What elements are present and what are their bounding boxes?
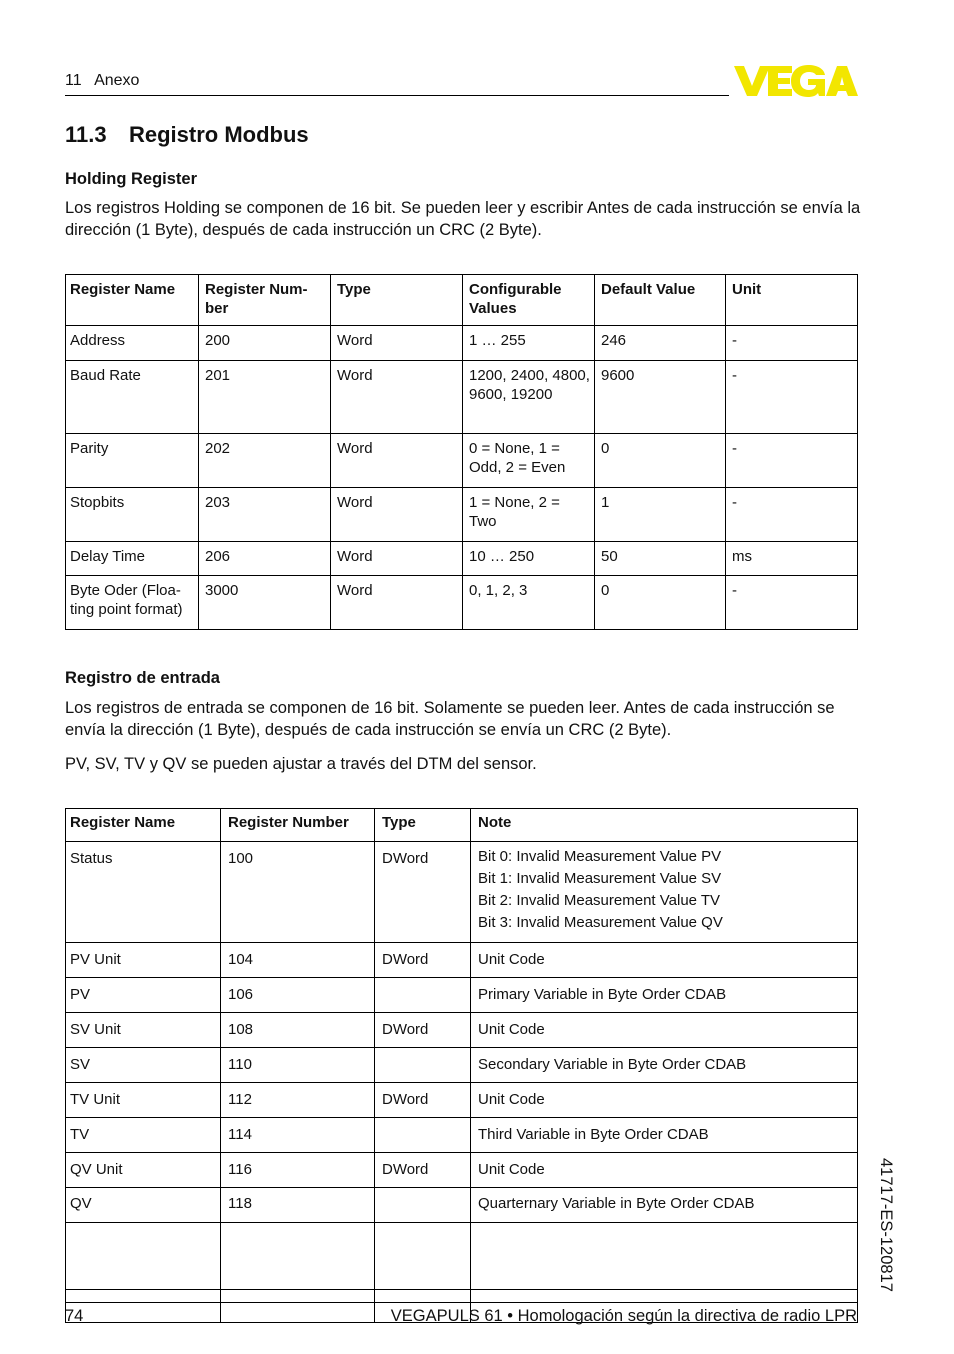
table-cell: 1 = None, 2 = Two — [463, 488, 595, 542]
table-header-row — [66, 809, 858, 842]
table-cell: DWord — [375, 943, 471, 978]
table-cell: 1 … 255 — [463, 326, 595, 361]
table-cell: Word — [331, 542, 463, 576]
holding-register-table — [65, 274, 858, 630]
table-cell: Stopbits — [66, 488, 199, 542]
table-row — [66, 978, 858, 1013]
table-cell: 116 — [221, 1153, 375, 1188]
footer-rule — [65, 1302, 857, 1303]
table-row — [66, 1048, 858, 1083]
table-cell: - — [726, 488, 858, 542]
column-header: Type — [375, 809, 471, 842]
column-header: Unit — [726, 275, 858, 326]
table-cell: 200 — [199, 326, 331, 361]
table-cell — [375, 1048, 471, 1083]
status-bit-note: Bit 0: Invalid Measurement Value PV — [478, 848, 722, 865]
table-row — [66, 361, 858, 434]
table-cell: - — [726, 361, 858, 434]
table-cell: 104 — [221, 943, 375, 978]
column-header: Configurable Values — [463, 275, 595, 326]
table-cell: DWord — [375, 1083, 471, 1118]
table-cell: - — [726, 326, 858, 361]
table-cell: 10 … 250 — [463, 542, 595, 576]
table-cell — [375, 1188, 471, 1223]
table-row-status — [66, 842, 858, 943]
table-cell: 106 — [221, 978, 375, 1013]
input-register-heading: Registro de entrada — [65, 669, 220, 687]
table-cell — [375, 1223, 471, 1290]
table-cell: Address — [66, 326, 199, 361]
table-cell: 114 — [221, 1118, 375, 1153]
column-header: Register Name — [66, 809, 221, 842]
status-bit-note: Bit 2: Invalid Measurement Value TV — [478, 892, 721, 909]
column-header: Default Value — [595, 275, 726, 326]
document-code: 41717-ES-120817 — [877, 1158, 895, 1292]
table-cell: 100 — [221, 842, 375, 943]
section-title-text: Registro Modbus — [129, 122, 309, 147]
table-cell: ms — [726, 542, 858, 576]
table-cell: QV — [66, 1188, 221, 1223]
header-section-label: 11 Anexo — [65, 72, 140, 89]
table-cell: QV Unit — [66, 1153, 221, 1188]
vega-logo — [734, 64, 858, 98]
table-cell: 112 — [221, 1083, 375, 1118]
table-cell: Unit Code — [471, 1083, 858, 1118]
status-bit-note: Bit 1: Invalid Measurement Value SV — [478, 870, 722, 887]
header-rule — [65, 95, 729, 96]
holding-register-heading: Holding Register — [65, 170, 198, 188]
table-row — [66, 488, 858, 542]
table-cell: 246 — [595, 326, 726, 361]
table-row — [66, 1013, 858, 1048]
table-cell: 118 — [221, 1188, 375, 1223]
table-row — [66, 1083, 858, 1118]
table-cell: 1200, 2400, 4800, 9600, 19200 — [463, 361, 595, 434]
table-cell — [375, 1118, 471, 1153]
status-bit-note: Bit 3: Invalid Measurement Value QV — [478, 914, 723, 931]
table-cell-notes — [471, 842, 858, 943]
table-cell — [375, 978, 471, 1013]
footer-title: VEGAPULS 61 • Homologación según la directiva de radio LPR — [390, 1307, 857, 1325]
column-header: Type — [331, 275, 463, 326]
table-cell: Word — [331, 326, 463, 361]
section-number: 11.3 — [65, 122, 107, 147]
table-cell — [221, 1290, 375, 1323]
table-cell: SV Unit — [66, 1013, 221, 1048]
table-cell: Unit Code — [471, 1013, 858, 1048]
table-cell: 202 — [199, 434, 331, 488]
table-row — [66, 1223, 858, 1290]
column-header: Register Name — [66, 275, 199, 326]
table-cell: Byte Oder (Floa-ting point format) — [66, 576, 199, 630]
table-cell: 0 — [595, 576, 726, 630]
table-cell — [221, 1223, 375, 1290]
table-row — [66, 326, 858, 361]
table-cell: 108 — [221, 1013, 375, 1048]
table-cell: DWord — [375, 1013, 471, 1048]
table-cell: Quarternary Variable in Byte Order CDAB — [471, 1188, 858, 1223]
table-cell: Word — [331, 576, 463, 630]
table-row — [66, 1118, 858, 1153]
column-header: Register Number — [221, 809, 375, 842]
table-cell: 110 — [221, 1048, 375, 1083]
table-cell: PV — [66, 978, 221, 1013]
table-cell: 0, 1, 2, 3 — [463, 576, 595, 630]
holding-register-paragraph: Los registros Holding se componen de 16 bit. Se pueden leer y escribir Antes de cada instrucción se envía la dirección (1 Byte), después de cada instrucción un CRC (2 Byte). — [65, 199, 861, 239]
input-register-note: PV, SV, TV y QV se pueden ajustar a través del DTM del sensor. — [65, 755, 537, 773]
table-cell: Word — [331, 434, 463, 488]
table-row — [66, 1153, 858, 1188]
table-cell — [471, 1223, 858, 1290]
table-cell: Third Variable in Byte Order CDAB — [471, 1118, 858, 1153]
table-row — [66, 943, 858, 978]
table-row — [66, 542, 858, 576]
table-cell: PV Unit — [66, 943, 221, 978]
table-row — [66, 1188, 858, 1223]
table-cell: 0 — [595, 434, 726, 488]
table-cell: DWord — [375, 1153, 471, 1188]
table-cell: 206 — [199, 542, 331, 576]
table-cell: Word — [331, 361, 463, 434]
table-cell: Baud Rate — [66, 361, 199, 434]
table-cell: 1 — [595, 488, 726, 542]
table-cell — [66, 1290, 221, 1323]
table-row — [66, 576, 858, 630]
table-cell: TV Unit — [66, 1083, 221, 1118]
table-cell: Word — [331, 488, 463, 542]
table-cell: 0 = None, 1 = Odd, 2 = Even — [463, 434, 595, 488]
table-header-row — [66, 275, 858, 326]
table-cell: Unit Code — [471, 943, 858, 978]
table-cell: Unit Code — [471, 1153, 858, 1188]
section-title — [65, 122, 309, 148]
table-cell: 201 — [199, 361, 331, 434]
table-cell: SV — [66, 1048, 221, 1083]
table-cell: 9600 — [595, 361, 726, 434]
table-cell: Parity — [66, 434, 199, 488]
page-number: 74 — [65, 1307, 84, 1325]
table-cell — [66, 1223, 221, 1290]
column-header: Note — [471, 809, 858, 842]
table-cell: 50 — [595, 542, 726, 576]
table-cell: 3000 — [199, 576, 331, 630]
table-cell: - — [726, 434, 858, 488]
table-cell: Primary Variable in Byte Order CDAB — [471, 978, 858, 1013]
column-header: Register Num-ber — [199, 275, 331, 326]
input-register-table — [65, 808, 858, 1323]
input-register-paragraph: Los registros de entrada se componen de 16 bit. Solamente se pueden leer. Antes de cada instrucción se envía la dirección (1 Byte), después de cada instrucción se envía un CRC (2 Byte). — [65, 699, 835, 739]
table-cell: Delay Time — [66, 542, 199, 576]
table-cell: Secondary Variable in Byte Order CDAB — [471, 1048, 858, 1083]
table-cell: 203 — [199, 488, 331, 542]
table-row — [66, 434, 858, 488]
table-cell: Status — [66, 842, 221, 943]
table-cell: - — [726, 576, 858, 630]
table-cell: TV — [66, 1118, 221, 1153]
table-cell: DWord — [375, 842, 471, 943]
